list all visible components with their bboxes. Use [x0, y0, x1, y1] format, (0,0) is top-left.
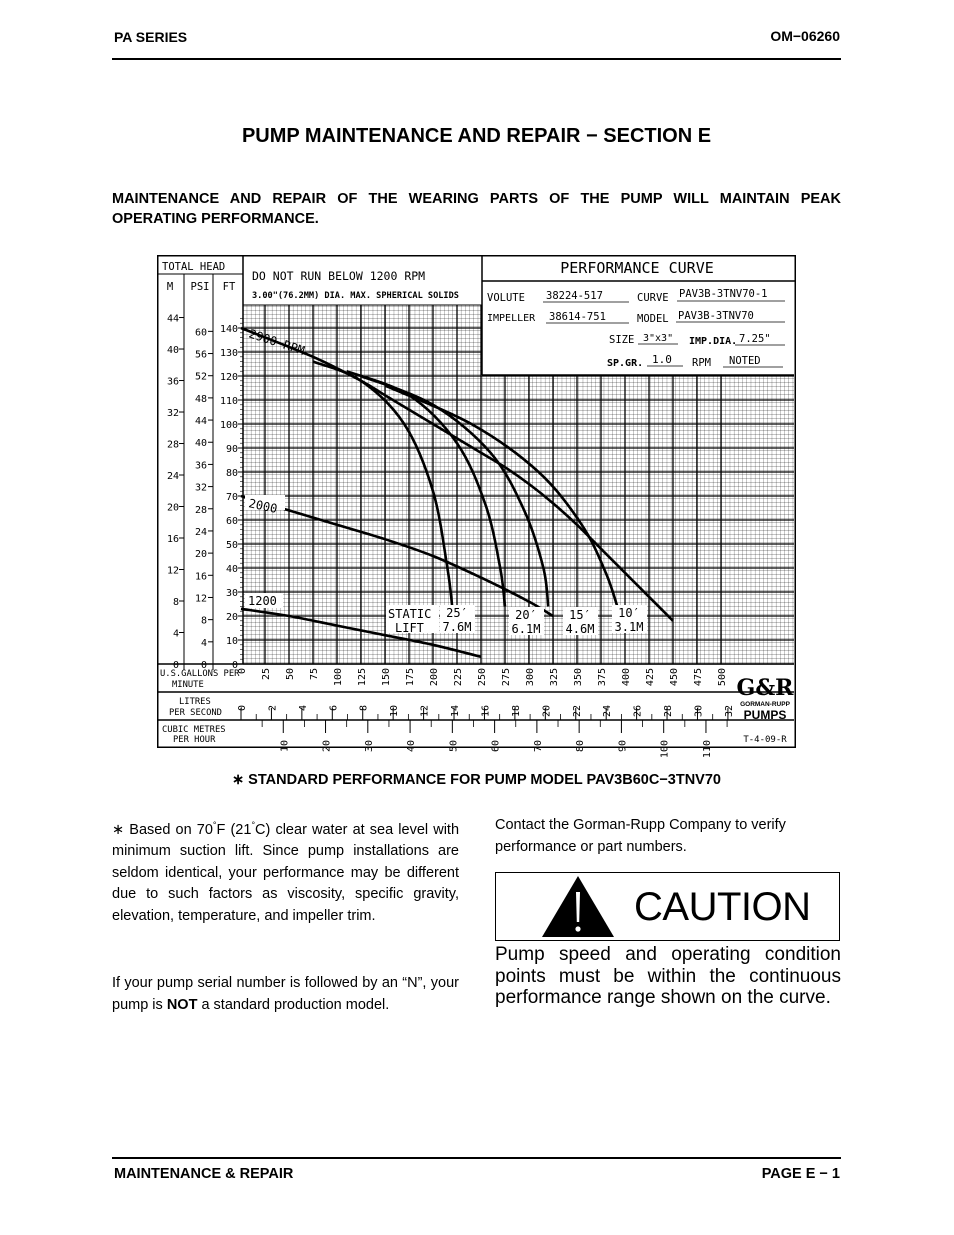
footer-page: PAGE E − 1 — [761, 1166, 840, 1182]
size-value: 3"x3" — [643, 333, 674, 344]
chart-code: T-4-09-R — [743, 735, 787, 745]
gpm-tick-label: 175 — [405, 668, 416, 687]
serial-note — [112, 973, 459, 1016]
lps-tick-label: 8 — [358, 705, 370, 712]
m-tick-label: 36 — [166, 376, 179, 388]
m-tick-label: 20 — [166, 502, 179, 514]
ft-tick-label: 80 — [225, 468, 238, 479]
lps-tick-label: 28 — [663, 705, 675, 718]
static-lift-label-1: STATIC — [388, 607, 432, 621]
footer-section: MAINTENANCE & REPAIR — [114, 1166, 294, 1182]
m-tick-label: 40 — [166, 345, 179, 357]
water-note — [112, 815, 459, 927]
model-value: PAV3B-3TNV70 — [678, 310, 754, 322]
lps-tick-label: 12 — [419, 705, 431, 718]
gpm-tick-label: 25 — [261, 668, 272, 681]
gpm-axis-label: U.S.GALLONS PER — [160, 669, 240, 679]
ft-tick-label: 60 — [225, 516, 238, 527]
asterisk: ∗ — [112, 821, 125, 838]
cmh-tick-label: 40 — [406, 740, 418, 753]
serial-note-a: If your pump serial number is followed by an “N”, your pump is — [112, 975, 459, 1013]
lps-tick-label: 6 — [328, 705, 340, 712]
caution-body: Pump speed and operating condition points must be within the continuous performance range shown on the curve. — [495, 944, 841, 1009]
ft-tick-label: 110 — [219, 396, 238, 407]
cmh-tick-label: 60 — [490, 740, 502, 753]
cmh-tick-label: 10 — [279, 740, 291, 753]
water-note-a: Based on 70 — [129, 821, 213, 838]
gpm-tick-label: 300 — [525, 668, 536, 687]
performance-chart — [157, 255, 796, 759]
ft-tick-label: 40 — [225, 564, 238, 575]
rpm-label: RPM — [692, 357, 711, 369]
spgr-label: SP.GR. — [607, 358, 644, 369]
psi-tick-label: 40 — [194, 438, 207, 450]
gpm-tick-label: 475 — [693, 668, 704, 687]
lps-tick-label: 0 — [237, 705, 248, 712]
ft-tick-label: 10 — [225, 636, 238, 647]
series-label-2000: 2000 — [247, 496, 279, 516]
curve-value: PAV3B-3TNV70-1 — [679, 288, 768, 300]
psi-tick-label: 44 — [194, 416, 207, 428]
psi-tick-label: 56 — [194, 349, 207, 361]
lift-ft-label: 20′ — [515, 608, 537, 622]
footer-rule — [112, 1157, 841, 1159]
gpm-tick-label: 125 — [357, 668, 368, 687]
lift-ft-label: 25′ — [446, 606, 468, 620]
serial-note-bold: NOT — [166, 996, 198, 1013]
lps-axis-label-2: PER SECOND — [169, 708, 222, 718]
impeller-label: IMPELLER — [487, 313, 536, 324]
cmh-tick-label: 80 — [575, 740, 587, 753]
psi-label: PSI — [190, 281, 210, 293]
solids-text: 3.00"(76.2MM) DIA. MAX. SPHERICAL SOLIDS — [252, 291, 459, 301]
gpm-tick-label: 250 — [477, 668, 488, 687]
lps-tick-label: 16 — [480, 705, 492, 718]
series-label-2900: 2900 RPM — [247, 326, 307, 358]
gpm-tick-label: 0 — [237, 668, 248, 675]
water-note-c: C) clear water at sea level with minimum suction lift. Since pump installations are seldom identical, your performance may be different due to such factors as viscosity, specific gravity, elevation, temperature, and impeller trim. — [112, 821, 460, 924]
static-lift-label-2: LIFT — [395, 621, 424, 635]
psi-tick-label: 16 — [194, 571, 207, 583]
cmh-tick-label: 50 — [448, 740, 460, 753]
rpm-value: NOTED — [729, 355, 761, 367]
m-tick-label: 32 — [166, 408, 179, 420]
series-label-1200: 1200 — [248, 594, 277, 608]
model-label: MODEL — [637, 313, 669, 325]
gorman-rupp-logo — [737, 675, 795, 722]
contact-note: Contact the Gorman-Rupp Company to verify performance or part numbers. — [495, 817, 786, 855]
cmh-tick-label: 20 — [321, 740, 333, 753]
section-title: PUMP MAINTENANCE AND REPAIR − SECTION E — [241, 125, 712, 147]
m-tick-label: 12 — [166, 565, 179, 577]
gpm-tick-label: 225 — [453, 668, 464, 687]
ft-tick-label: 100 — [219, 420, 238, 431]
gpm-tick-label: 350 — [573, 668, 584, 687]
lps-tick-label: 20 — [541, 705, 553, 718]
lps-tick-label: 2 — [267, 705, 279, 712]
volute-value: 38224-517 — [546, 290, 603, 302]
gpm-tick-label: 150 — [381, 668, 392, 687]
m-tick-label: 8 — [172, 597, 179, 609]
psi-tick-label: 28 — [194, 504, 207, 516]
cmh-tick-label: 70 — [532, 740, 544, 753]
header-rule — [112, 58, 841, 60]
header-series: PA SERIES — [114, 29, 188, 45]
ft-tick-label: 20 — [225, 612, 238, 623]
ft-tick-label: 90 — [225, 444, 238, 455]
gpm-axis-label-2: MINUTE — [172, 680, 204, 690]
warning-triangle-icon — [538, 874, 618, 938]
lift-m-label: 7.6M — [442, 620, 472, 634]
lift-m-label: 4.6M — [565, 622, 595, 636]
water-note-b: F (21 — [216, 821, 252, 838]
lps-axis-label: LITRES — [179, 697, 211, 707]
cmh-tick-label: 100 — [659, 740, 671, 759]
ft-label: FT — [222, 281, 236, 293]
size-label: SIZE — [609, 334, 635, 346]
brand-name: GORMAN-RUPP — [740, 701, 790, 708]
impdia-label: IMP.DIA. — [689, 336, 738, 347]
warning-text: DO NOT RUN BELOW 1200 RPM — [252, 269, 426, 283]
gpm-tick-label: 100 — [333, 668, 344, 687]
lift-ft-label: 10′ — [618, 606, 640, 620]
ft-tick-label: 50 — [225, 540, 238, 551]
gpm-tick-label: 425 — [645, 668, 656, 687]
gpm-tick-label: 450 — [669, 668, 680, 687]
cmh-axis-label-2: PER HOUR — [173, 735, 216, 745]
ft-tick-label: 70 — [225, 492, 238, 503]
lps-tick-label: 22 — [571, 705, 583, 718]
lift-m-label: 6.1M — [511, 622, 541, 636]
gpm-tick-label: 375 — [597, 668, 608, 687]
psi-tick-label: 20 — [194, 549, 207, 561]
psi-tick-label: 36 — [194, 460, 207, 472]
m-tick-label: 28 — [166, 439, 179, 451]
psi-tick-label: 48 — [194, 393, 207, 405]
psi-tick-label: 4 — [200, 637, 207, 649]
m-tick-label: 16 — [166, 534, 179, 546]
gpm-tick-label: 75 — [309, 668, 320, 681]
cmh-axis-label: CUBIC METRES — [162, 725, 226, 735]
header-doc-number: OM−06260 — [770, 28, 840, 44]
spgr-value: 1.0 — [652, 353, 672, 366]
lps-tick-label: 24 — [602, 705, 614, 718]
chart-caption: ∗ STANDARD PERFORMANCE FOR PUMP MODEL PAV3B60C−3TNV70 — [232, 772, 721, 788]
psi-tick-label: 60 — [194, 327, 207, 339]
lps-tick-label: 14 — [450, 705, 462, 718]
lift-m-label: 3.1M — [614, 620, 644, 634]
gpm-tick-label: 275 — [501, 668, 512, 687]
lps-tick-label: 4 — [297, 705, 309, 712]
ft-tick-label: 130 — [219, 348, 238, 359]
brand-pumps: PUMPS — [743, 708, 787, 722]
cmh-tick-label: 30 — [363, 740, 375, 753]
performance-chart-svg — [157, 255, 796, 759]
m-tick-label: 44 — [166, 313, 179, 325]
caution-banner — [495, 872, 840, 941]
serial-note-b: a standard production model. — [197, 996, 390, 1013]
psi-tick-label: 12 — [194, 593, 207, 605]
ft-tick-label: 140 — [219, 324, 238, 335]
ft-tick-label: 0 — [231, 660, 238, 671]
m-tick-label: 0 — [172, 660, 179, 671]
m-label: M — [166, 281, 174, 293]
psi-tick-label: 24 — [194, 526, 207, 538]
lps-tick-label: 10 — [389, 705, 401, 718]
psi-tick-label: 52 — [194, 371, 207, 383]
gr-logo-mark: G&R — [736, 675, 794, 701]
cmh-tick-label: 90 — [617, 740, 629, 753]
gpm-tick-label: 500 — [717, 668, 728, 687]
m-tick-label: 24 — [166, 471, 179, 483]
lift-ft-label: 15′ — [569, 608, 591, 622]
volute-label: VOLUTE — [487, 292, 525, 304]
lps-tick-label: 26 — [632, 705, 644, 718]
ft-tick-label: 120 — [219, 372, 238, 383]
gpm-tick-label: 325 — [549, 668, 560, 687]
degree-sign: ° — [212, 820, 217, 830]
impeller-value: 38614-751 — [549, 311, 606, 323]
ft-tick-label: 30 — [225, 588, 238, 599]
caution-title: CAUTION — [634, 885, 811, 929]
notes-column — [112, 815, 459, 1016]
degree-sign-2: ° — [251, 820, 256, 830]
psi-tick-label: 32 — [194, 482, 207, 494]
psi-tick-label: 0 — [200, 660, 207, 671]
lps-tick-label: 32 — [723, 705, 735, 718]
gpm-tick-label: 400 — [621, 668, 632, 687]
lps-tick-label: 18 — [510, 705, 522, 718]
total-head-label: TOTAL HEAD — [162, 261, 226, 273]
m-tick-label: 4 — [172, 628, 179, 640]
intro-text: MAINTENANCE AND REPAIR OF THE WEARING PARTS OF THE PUMP WILL MAINTAIN PEAK OPERATING PERFORMANCE. — [112, 191, 841, 227]
impdia-value: 7.25" — [739, 333, 771, 345]
curve-label: CURVE — [637, 292, 669, 304]
gpm-tick-label: 50 — [285, 668, 296, 681]
gpm-tick-label: 200 — [429, 668, 440, 687]
lps-tick-label: 30 — [693, 705, 705, 718]
cmh-tick-label: 110 — [701, 740, 713, 759]
chart-title: PERFORMANCE CURVE — [560, 259, 714, 277]
psi-tick-label: 8 — [200, 615, 207, 627]
